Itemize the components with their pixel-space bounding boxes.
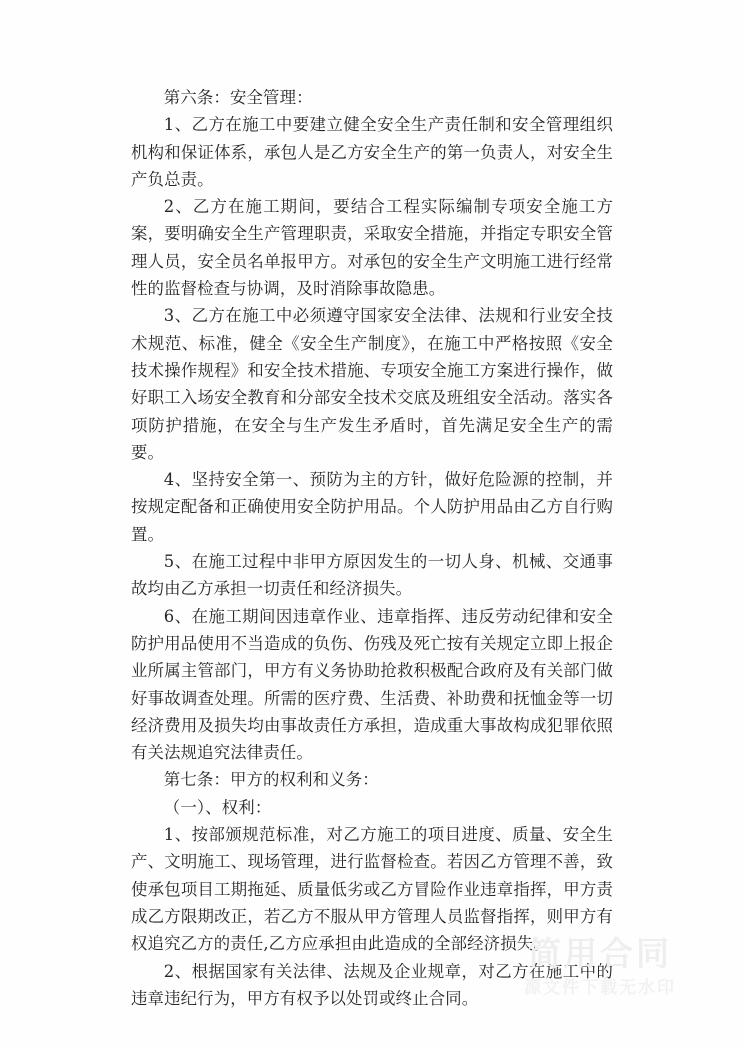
- paragraph-article-6-item-1: 1、乙方在施工中要建立健全安全生产责任制和安全管理组织机构和保证体系，承包人是乙方安全生产的第一负责人，对安全生产负总责。: [131, 115, 613, 189]
- watermark-main-text: 简用合同: [528, 933, 672, 973]
- paragraph-article-7-rights-item-2: 2、根据国家有关法律、法规及企业规章，对乙方在施工中的违章违纪行为，甲方有权予以处罚或终止合同。: [131, 961, 613, 1008]
- paragraph-article-6-item-3: 3、乙方在施工中必须遵守国家安全法律、法规和行业安全技术规范、标准，健全《安全生产制度》，在施工中严格按照《安全技术操作规程》和安全技术措施、专项安全施工方案进行操作，做好职工入场安全教育和分部安全技术交底及班组安全活动。落实各项防护措施，在安全与生产发生矛盾时，首先满足安全生产的需要。: [131, 306, 613, 462]
- paragraph-article-6-item-5: 5、在施工过程中非甲方原因发生的一切人身、机械、交通事故均由乙方承担一切责任和经济损失。: [131, 552, 613, 599]
- document-body: [131, 84, 613, 1012]
- paragraph-article-7-rights-item-1: 1、按部颁规范标准，对乙方施工的项目进度、质量、安全生产、文明施工、现场管理，进行监督检查。若因乙方管理不善，致使承包项目工期拖延、质量低劣或乙方冒险作业违章指挥，甲方责成乙方限期改正，若乙方不服从甲方管理人员监督指挥，则甲方有权追究乙方的责任,乙方应承担由此造成的全部经济损失。: [131, 825, 613, 954]
- paragraph-article-7-subheading-rights: （一）、权利：: [163, 797, 272, 817]
- watermark-sub-text: 源文件下载无水印: [524, 977, 676, 998]
- paragraph-article-6-item-2: 2、乙方在施工期间，要结合工程实际编制专项安全施工方案，要明确安全生产管理职责，采取安全措施，并指定专职安全管理人员，安全员名单报甲方。对承包的安全生产文明施工进行经常性的监督检查与协调，及时消除事故隐患。: [131, 197, 613, 299]
- paragraph-article-6-item-4: 4、坚持安全第一、预防为主的方针，做好危险源的控制，并按规定配备和正确使用安全防护用品。个人防护用品由乙方自行购置。: [131, 470, 613, 544]
- paragraph-article-7-heading: 第七条：甲方的权利和义务：: [163, 770, 379, 790]
- paragraph-article-6-item-6: 6、在施工期间因违章作业、违章指挥、违反劳动纪律和安全防护用品使用不当造成的负伤、伤残及死亡按有关规定立即上报企业所属主管部门，甲方有义务协助抢救积极配合政府及有关部门做好事故调查处理。所需的医疗费、生活费、补助费和抚恤金等一切经济费用及损失均由事故责任方承担，造成重大事故构成犯罪依照有关法规追究法律责任。: [131, 606, 613, 763]
- paragraph-article-6-heading: 第六条：安全管理：: [163, 88, 313, 107]
